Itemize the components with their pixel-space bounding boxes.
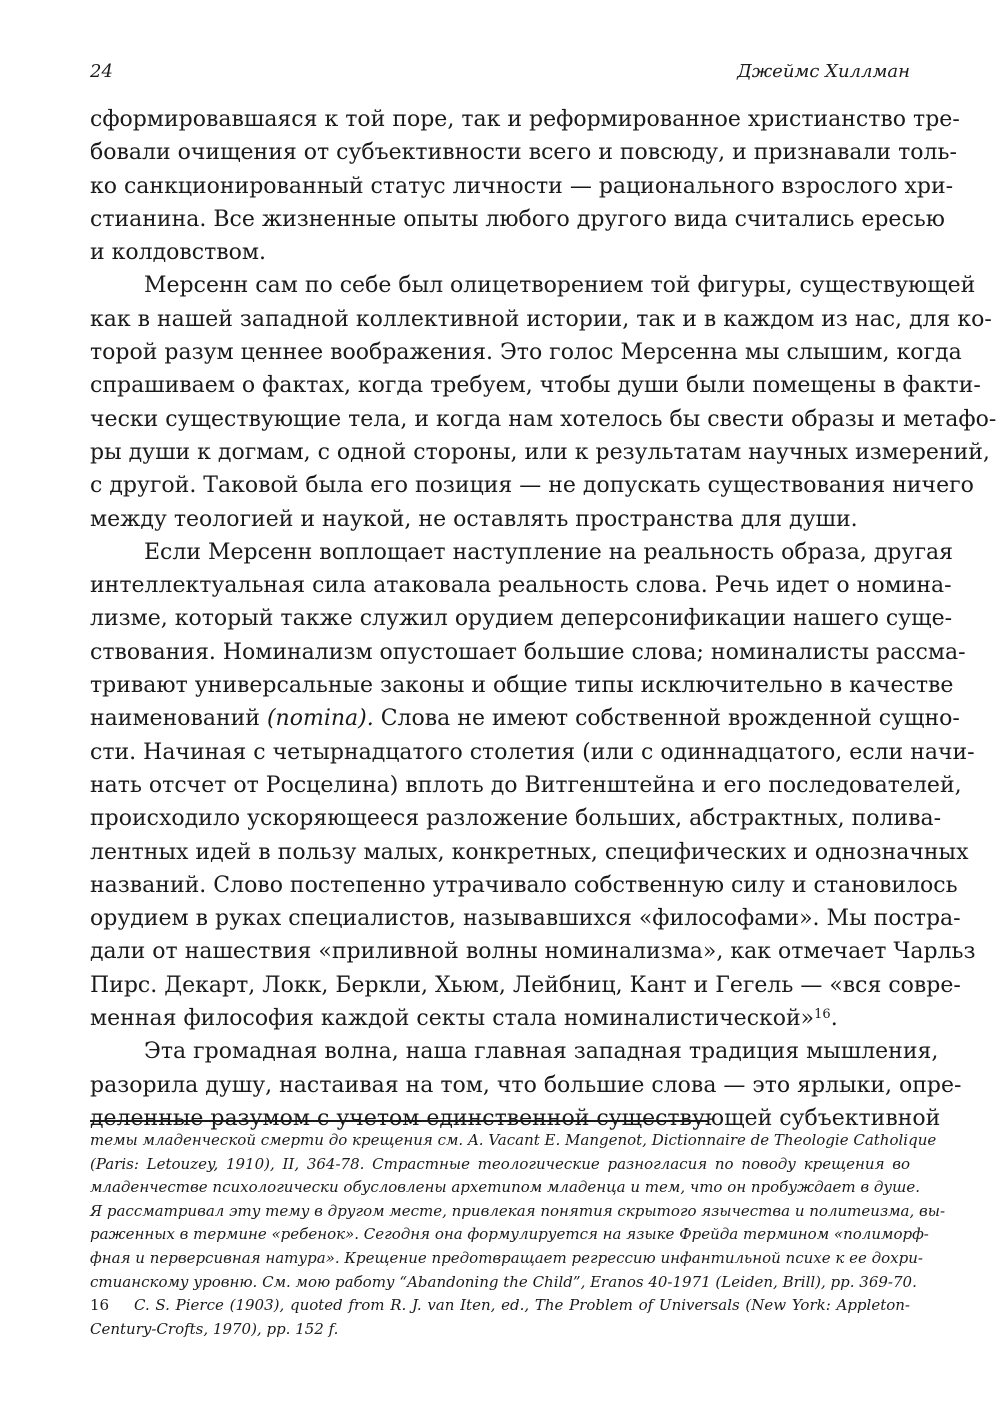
text-line: Мерсенн сам по себе был олицетворением той фигуры, существующей: [144, 273, 976, 299]
footnote-line: раженных в термине «ребенок». Сегодня она формулируется на языке Фрейда термином «полиморф-: [90, 1225, 929, 1244]
text-line-with-footnote: [90, 1002, 910, 1035]
text-line: деленные разумом с учетом единственной существующей субъективной: [90, 1105, 941, 1131]
text-segment: менная философия каждой секты стала номиналистической»: [90, 1006, 815, 1032]
text-line: спрашиваем о фактах, когда требуем, чтобы души были помещены в факти-: [90, 373, 981, 399]
footnote-line: Я рассматривал эту тему в другом месте, привлекая понятия скрытого язычества и политеизма, вы-: [90, 1201, 946, 1220]
italic-term: (nomina).: [266, 706, 374, 732]
text-line: лентных идей в пользу малых, конкретных, специфических и однозначных: [90, 839, 969, 865]
text-line-with-italic: [90, 702, 960, 735]
text-line: бовали очищения от субъективности всего и повсюду, и признавали толь-: [90, 140, 957, 166]
text-line: сформировавшаяся к той поре, так и реформированное христианство тре-: [90, 107, 960, 132]
text-line: лизме, который также служил орудием деперсонификации нашего суще-: [90, 606, 953, 632]
text-line: интеллектуальная сила атаковала реальность слова. Речь идет о номина-: [90, 573, 952, 599]
text-line: сти. Начиная с четырнадцатого столетия (или с одиннадцатого, если начи-: [90, 739, 975, 765]
footnotes: [90, 1129, 946, 1341]
text-segment: .: [830, 1006, 838, 1032]
text-line: нать отсчет от Росцелина) вплоть до Витгенштейна и его последователей,: [90, 772, 962, 798]
footnote-line: стианскому уровню. См. мою работу “Abandoning the Child”, Eranos 40-1971 (Leiden, Brill), pp. 369-70.: [90, 1272, 917, 1291]
footnote-number: 16: [90, 1296, 110, 1315]
paragraph-3: [90, 536, 976, 1035]
footnote-separator: [90, 1120, 708, 1122]
running-head: [90, 58, 910, 86]
text-line: разорила душу, настаивая на том, что большие слова — это ярлыки, опре-: [90, 1072, 962, 1098]
footnote-line: темы младенческой смерти до крещения см. A. Vacant E. Mangenot, Dictionnaire de Theologie Catholique: [90, 1131, 937, 1149]
text-line: ры души к догмам, с одной стороны, или к результатам научных измерений,: [90, 439, 990, 465]
footnote-line: фная и перверсивная натура». Крещение предотвращает регрессию инфантильной психе к ее дохри-: [90, 1248, 923, 1267]
text-line: названий. Слово постепенно утрачивало собственную силу и становилось: [90, 872, 958, 898]
paragraph-1: [90, 103, 960, 269]
text-line: ствования. Номинализм опустошает большие слова; номиналисты рассма-: [90, 639, 966, 665]
footnote-reference[interactable]: 16: [814, 1007, 831, 1023]
text-line: между теологией и наукой, не оставлять пространства для души.: [90, 506, 858, 532]
footnote-line: (Paris: Letouzey, 1910), II, 364-78. Страстные теологические разногласия по поводу крещения во: [90, 1154, 910, 1173]
text-line: ко санкционированный статус личности — рационального взрослого хри-: [90, 173, 954, 199]
page-number: 24: [90, 61, 113, 82]
footnote-line: младенчестве психологически обусловлены архетипом младенца и тем, что он пробуждает в душе.: [90, 1178, 920, 1197]
text-line: орудием в руках специалистов, называвшихся «философами». Мы постра-: [90, 906, 961, 932]
text-segment: Слова не имеют собственной врожденной сущно-: [373, 706, 960, 732]
text-line: Пирс. Декарт, Локк, Беркли, Хьюм, Лейбниц, Кант и Гегель — «вся совре-: [90, 972, 961, 998]
text-line: происходило ускоряющееся разложение больших, абстрактных, полива-: [90, 806, 942, 832]
text-line: дали от нашествия «приливной волны номинализма», как отмечает Чарльз: [90, 939, 976, 965]
text-line: тривают универсальные законы и общие типы исключительно в качестве: [90, 673, 954, 699]
body-text: [90, 103, 997, 1135]
paragraph-2: [90, 269, 997, 535]
footnote-text: C. S. Pierce (1903), quoted from R. J. van Iten, ed., The Problem of Universals (New York: Appleton-: [134, 1296, 910, 1315]
text-line: Если Мерсенн воплощает наступление на реальность образа, другая: [144, 539, 953, 565]
text-line: торой разум ценнее воображения. Это голос Мерсенна мы слышим, когда: [90, 340, 962, 366]
text-line: чески существующие тела, и когда нам хотелось бы свести образы и метафо-: [90, 406, 997, 432]
text-line: стианина. Все жизненные опыты любого другого вида считались ересью: [90, 206, 945, 232]
text-line: и колдовством.: [90, 240, 267, 266]
text-segment: наименований: [90, 706, 267, 732]
footnote-line: Century-Crofts, 1970), pp. 152 f.: [90, 1319, 339, 1338]
text-line: как в нашей западной коллективной истории, так и в каждом из нас, для ко-: [90, 306, 992, 332]
text-line: с другой. Таковой была его позиция — не допускать существования ничего: [90, 473, 974, 499]
footnote-16: [90, 1294, 910, 1318]
text-line: Эта громадная волна, наша главная западная традиция мышления,: [144, 1039, 939, 1065]
running-title: Джеймс Хиллман: [737, 61, 910, 82]
